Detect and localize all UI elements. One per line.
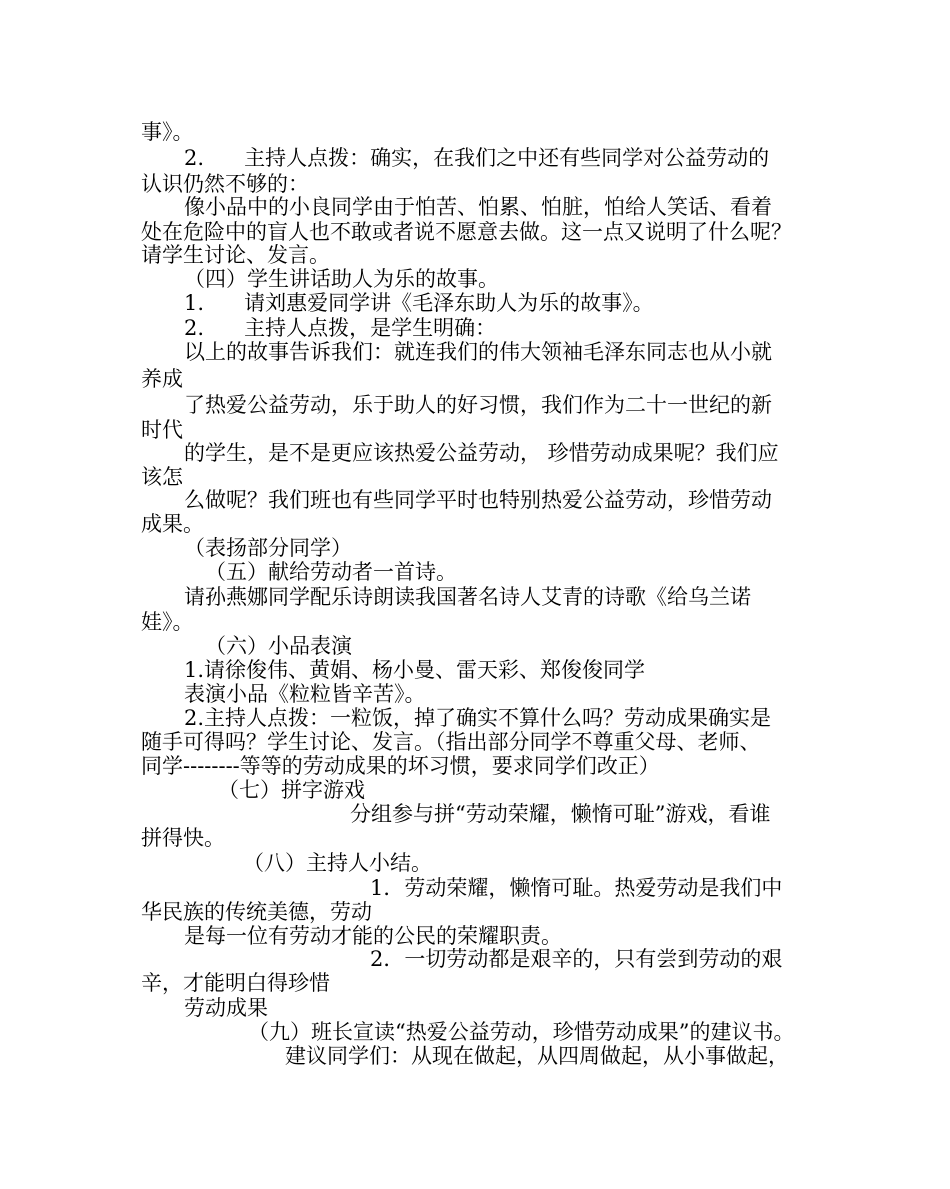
text-line: 娃》。 [141, 610, 194, 634]
text-line: 处在危险中的盲人也不敢或者说不愿意去做。这一点又说明了什么呢？ [141, 220, 792, 244]
text-line: 请孙燕娜同学配乐诗朗读我国著名诗人艾青的诗歌《给乌兰诺 [184, 585, 751, 609]
section-heading: （四）学生讲话助人为乐的故事。 [184, 267, 499, 291]
text-line: 2.主持人点拨：一粒饭，掉了确实不算什么吗？劳动成果确实是 [184, 706, 772, 730]
text-line: 随手可得吗？学生讨论、发言。（指出部分同学不尊重父母、老师、 [141, 730, 761, 754]
text-line: 养成 [141, 367, 183, 391]
text-line: 1. 请刘惠爱同学讲《毛泽东助人为乐的故事》。 [184, 291, 654, 315]
text-line: 认识仍然不够的： [141, 172, 309, 196]
text-line: 像小品中的小良同学由于怕苦、怕累、怕脏，怕给人笑话、看着 [184, 195, 772, 219]
text-line: 的学生，是不是更应该热爱公益劳动， 珍惜劳动成果呢？我们应 [184, 441, 779, 465]
section-heading: （七）拼字游戏 [218, 778, 365, 802]
text-line: 么做呢？我们班也有些同学平时也特别热爱公益劳动，珍惜劳动 [184, 488, 772, 512]
text-line: 2．一切劳动都是艰辛的，只有尝到劳动的艰 [370, 947, 783, 971]
text-line: 2. 主持人点拨：确实，在我们之中还有些同学对公益劳动的 [184, 146, 770, 170]
section-heading: （六）小品表演 [205, 634, 352, 658]
text-line: 请学生讨论、发言。 [141, 243, 330, 267]
text-line: 华民族的传统美德，劳动 [141, 900, 372, 924]
text-line: 事》。 [141, 120, 194, 144]
section-heading: （八）主持人小结。 [243, 851, 432, 875]
text-line: 成果。 [141, 512, 204, 536]
text-line: 劳动成果 [184, 996, 268, 1020]
text-line: 是每一位有劳动才能的公民的荣耀职责。 [184, 924, 562, 948]
text-line: 2. 主持人点拨，是学生明确： [184, 316, 497, 340]
text-line: 1.请徐俊伟、黄娟、杨小曼、雷天彩、郑俊俊同学 [184, 658, 646, 682]
text-line: 1．劳动荣耀，懒惰可耻。热爱劳动是我们中 [370, 876, 783, 900]
text-line: 时代 [141, 418, 183, 442]
text-line: （表扬部分同学） [184, 536, 352, 560]
text-line: 以上的故事告诉我们：就连我们的伟大领袖毛泽东同志也从小就 [184, 340, 772, 364]
section-heading: （九）班长宣读“热爱公益劳动，珍惜劳动成果”的建议书。 [248, 1020, 795, 1044]
text-line: 建议同学们：从现在做起，从四周做起，从小事做起， [285, 1044, 789, 1068]
text-line: 辛，才能明白得珍惜 [141, 971, 330, 995]
text-line: 同学--------等等的劳动成果的坏习惯，要求同学们改正） [141, 754, 660, 778]
text-line: 了热爱公益劳动，乐于助人的好习惯，我们作为二十一世纪的新 [184, 393, 772, 417]
text-line: 该怎 [141, 465, 183, 489]
text-line: 拼得快。 [141, 826, 225, 850]
text-line: 分组参与拼“劳动荣耀，懒惰可耻”游戏，看谁 [350, 802, 771, 826]
section-heading: （五）献给劳动者一首诗。 [205, 560, 457, 584]
text-line: 表演小品《粒粒皆辛苦》。 [184, 682, 426, 706]
